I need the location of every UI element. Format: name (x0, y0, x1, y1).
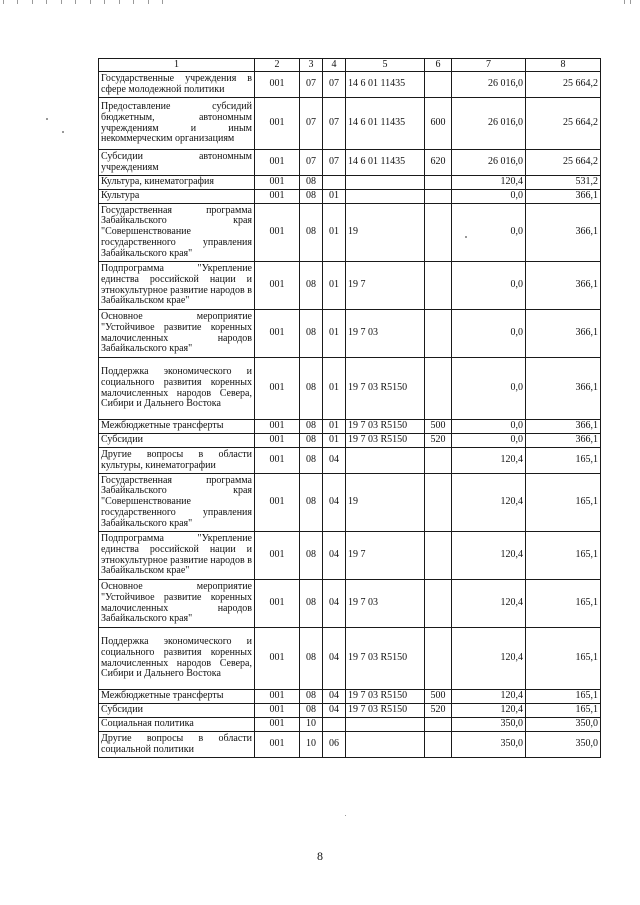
row-subsection-cell: 01 (323, 204, 346, 262)
row-name-cell: Основное мероприятие "Устойчивое развитие коренных малочисленных народов Забайкальского края" (99, 580, 255, 628)
row-amount-cell: 165,1 (526, 580, 601, 628)
header-cell: 8 (526, 59, 601, 72)
table-header-row (99, 59, 601, 72)
row-section-cell: 10 (300, 732, 323, 758)
row-name-cell: Межбюджетные трансферты (99, 690, 255, 704)
row-name-cell: Поддержка экономического и социального развития коренных малочисленных народов Севера, Сибири и Дальнего Востока (99, 628, 255, 690)
row-amount-cell: 120,4 (452, 704, 526, 718)
row-subsection-cell: 01 (323, 358, 346, 420)
row-amount-cell: 165,1 (526, 690, 601, 704)
row-amount-cell: 120,4 (452, 580, 526, 628)
row-target-article-cell (346, 732, 425, 758)
row-subsection-cell: 01 (323, 190, 346, 204)
row-name-cell: Другие вопросы в области социальной политики (99, 732, 255, 758)
row-expense-type-cell (425, 176, 452, 190)
row-name-cell: Субсидии (99, 704, 255, 718)
table-row (99, 262, 601, 310)
row-target-article-cell: 19 7 03 R5150 (346, 358, 425, 420)
row-amount-cell: 0,0 (452, 310, 526, 358)
table-row (99, 580, 601, 628)
row-code-cell: 001 (255, 532, 300, 580)
row-expense-type-cell (425, 262, 452, 310)
row-amount-cell: 0,0 (452, 420, 526, 434)
row-code-cell: 001 (255, 448, 300, 474)
row-target-article-cell (346, 718, 425, 732)
row-expense-type-cell (425, 310, 452, 358)
row-name-cell: Субсидии (99, 434, 255, 448)
row-amount-cell: 366,1 (526, 434, 601, 448)
row-amount-cell: 165,1 (526, 474, 601, 532)
table-row (99, 732, 601, 758)
row-expense-type-cell: 520 (425, 434, 452, 448)
row-subsection-cell: 07 (323, 72, 346, 98)
row-name-cell: Государственная программа Забайкальского края "Совершенствование государственного управления Забайкальского края" (99, 474, 255, 532)
row-expense-type-cell (425, 628, 452, 690)
scan-speck (345, 815, 346, 816)
row-subsection-cell: 01 (323, 434, 346, 448)
row-section-cell: 08 (300, 176, 323, 190)
row-expense-type-cell (425, 718, 452, 732)
table-row (99, 204, 601, 262)
scan-speck (62, 131, 64, 133)
row-expense-type-cell (425, 448, 452, 474)
row-expense-type-cell (425, 358, 452, 420)
row-code-cell: 001 (255, 310, 300, 358)
row-target-article-cell: 19 (346, 474, 425, 532)
row-target-article-cell: 19 7 03 (346, 310, 425, 358)
scan-top-edge (0, 0, 640, 6)
row-target-article-cell (346, 176, 425, 190)
row-amount-cell: 531,2 (526, 176, 601, 190)
row-name-cell: Субсидии автономным учреждениям (99, 150, 255, 176)
table-row (99, 190, 601, 204)
row-amount-cell: 350,0 (452, 718, 526, 732)
row-subsection-cell: 04 (323, 474, 346, 532)
row-amount-cell: 165,1 (526, 704, 601, 718)
row-subsection-cell: 01 (323, 262, 346, 310)
row-amount-cell: 366,1 (526, 358, 601, 420)
row-subsection-cell: 04 (323, 448, 346, 474)
row-code-cell: 001 (255, 98, 300, 150)
row-section-cell: 08 (300, 704, 323, 718)
table-row (99, 628, 601, 690)
row-amount-cell: 366,1 (526, 204, 601, 262)
row-section-cell: 08 (300, 434, 323, 448)
row-amount-cell: 0,0 (452, 358, 526, 420)
row-section-cell: 08 (300, 204, 323, 262)
row-amount-cell: 120,4 (452, 474, 526, 532)
row-amount-cell: 165,1 (526, 532, 601, 580)
row-subsection-cell: 04 (323, 704, 346, 718)
row-section-cell: 08 (300, 262, 323, 310)
row-code-cell: 001 (255, 704, 300, 718)
header-cell: 4 (323, 59, 346, 72)
row-section-cell: 08 (300, 190, 323, 204)
row-code-cell: 001 (255, 718, 300, 732)
row-expense-type-cell: 600 (425, 98, 452, 150)
row-subsection-cell: 06 (323, 732, 346, 758)
row-code-cell: 001 (255, 150, 300, 176)
table-row (99, 98, 601, 150)
row-section-cell: 07 (300, 72, 323, 98)
row-amount-cell: 366,1 (526, 262, 601, 310)
row-code-cell: 001 (255, 176, 300, 190)
row-section-cell: 08 (300, 474, 323, 532)
row-amount-cell: 26 016,0 (452, 150, 526, 176)
table-row (99, 150, 601, 176)
table-row (99, 704, 601, 718)
row-name-cell: Государственные учреждения в сфере молодежной политики (99, 72, 255, 98)
row-section-cell: 08 (300, 690, 323, 704)
table-row (99, 532, 601, 580)
table-row (99, 690, 601, 704)
row-code-cell: 001 (255, 72, 300, 98)
row-section-cell: 07 (300, 150, 323, 176)
header-cell: 3 (300, 59, 323, 72)
row-amount-cell: 25 664,2 (526, 98, 601, 150)
row-section-cell: 08 (300, 580, 323, 628)
scan-speck (465, 236, 467, 238)
row-target-article-cell: 14 6 01 11435 (346, 150, 425, 176)
row-target-article-cell: 19 7 03 R5150 (346, 434, 425, 448)
row-section-cell: 08 (300, 628, 323, 690)
row-subsection-cell (323, 718, 346, 732)
row-amount-cell: 0,0 (452, 262, 526, 310)
row-amount-cell: 120,4 (452, 448, 526, 474)
row-name-cell: Подпрограмма "Укрепление единства российской нации и этнокультурное развитие народов в Забайкальском крае" (99, 532, 255, 580)
budget-table (98, 58, 601, 758)
row-amount-cell: 165,1 (526, 628, 601, 690)
row-amount-cell: 350,0 (452, 732, 526, 758)
row-expense-type-cell: 500 (425, 690, 452, 704)
scan-speck (46, 118, 48, 120)
row-subsection-cell: 04 (323, 628, 346, 690)
row-name-cell: Подпрограмма "Укрепление единства российской нации и этнокультурное развитие народов в Забайкальском крае" (99, 262, 255, 310)
row-name-cell: Предоставление субсидий бюджетным, автономным учреждениям и иным некоммерческим организациям (99, 98, 255, 150)
row-subsection-cell: 01 (323, 310, 346, 358)
row-code-cell: 001 (255, 420, 300, 434)
row-name-cell: Культура (99, 190, 255, 204)
row-target-article-cell: 19 7 03 R5150 (346, 628, 425, 690)
row-code-cell: 001 (255, 690, 300, 704)
row-target-article-cell: 19 7 (346, 262, 425, 310)
table-row (99, 310, 601, 358)
row-amount-cell: 366,1 (526, 190, 601, 204)
row-name-cell: Межбюджетные трансферты (99, 420, 255, 434)
table-row (99, 718, 601, 732)
row-subsection-cell: 04 (323, 532, 346, 580)
table-row (99, 358, 601, 420)
row-amount-cell: 120,4 (452, 532, 526, 580)
row-expense-type-cell (425, 204, 452, 262)
row-name-cell: Социальная политика (99, 718, 255, 732)
row-section-cell: 08 (300, 532, 323, 580)
row-expense-type-cell (425, 474, 452, 532)
row-amount-cell: 165,1 (526, 448, 601, 474)
row-amount-cell: 120,4 (452, 176, 526, 190)
row-code-cell: 001 (255, 434, 300, 448)
row-name-cell: Культура, кинематография (99, 176, 255, 190)
row-amount-cell: 0,0 (452, 434, 526, 448)
row-target-article-cell: 19 7 03 R5150 (346, 704, 425, 718)
row-section-cell: 08 (300, 420, 323, 434)
row-subsection-cell: 04 (323, 690, 346, 704)
row-amount-cell: 26 016,0 (452, 72, 526, 98)
row-target-article-cell: 14 6 01 11435 (346, 72, 425, 98)
table-row (99, 448, 601, 474)
row-name-cell: Другие вопросы в области культуры, кинематографии (99, 448, 255, 474)
row-target-article-cell: 19 7 (346, 532, 425, 580)
row-expense-type-cell (425, 532, 452, 580)
header-cell: 1 (99, 59, 255, 72)
row-target-article-cell (346, 190, 425, 204)
row-subsection-cell: 07 (323, 98, 346, 150)
row-subsection-cell: 01 (323, 420, 346, 434)
row-code-cell: 001 (255, 358, 300, 420)
header-cell: 6 (425, 59, 452, 72)
row-name-cell: Государственная программа Забайкальского края "Совершенствование государственного управления Забайкальского края" (99, 204, 255, 262)
row-amount-cell: 25 664,2 (526, 150, 601, 176)
row-target-article-cell: 19 7 03 R5150 (346, 420, 425, 434)
table-row (99, 72, 601, 98)
header-cell: 2 (255, 59, 300, 72)
row-code-cell: 001 (255, 262, 300, 310)
row-amount-cell: 0,0 (452, 190, 526, 204)
header-cell: 7 (452, 59, 526, 72)
row-expense-type-cell: 500 (425, 420, 452, 434)
row-amount-cell: 350,0 (526, 732, 601, 758)
row-section-cell: 08 (300, 358, 323, 420)
row-code-cell: 001 (255, 190, 300, 204)
row-subsection-cell (323, 176, 346, 190)
table-row (99, 474, 601, 532)
row-expense-type-cell: 620 (425, 150, 452, 176)
table-row (99, 434, 601, 448)
row-expense-type-cell: 520 (425, 704, 452, 718)
header-cell: 5 (346, 59, 425, 72)
row-name-cell: Основное мероприятие "Устойчивое развитие коренных малочисленных народов Забайкальского края" (99, 310, 255, 358)
row-name-cell: Поддержка экономического и социального развития коренных малочисленных народов Севера, Сибири и Дальнего Востока (99, 358, 255, 420)
row-code-cell: 001 (255, 628, 300, 690)
row-code-cell: 001 (255, 732, 300, 758)
row-expense-type-cell (425, 732, 452, 758)
row-expense-type-cell (425, 190, 452, 204)
row-amount-cell: 366,1 (526, 310, 601, 358)
row-target-article-cell: 19 (346, 204, 425, 262)
row-amount-cell: 25 664,2 (526, 72, 601, 98)
row-code-cell: 001 (255, 580, 300, 628)
table-row (99, 420, 601, 434)
row-target-article-cell: 19 7 03 R5150 (346, 690, 425, 704)
row-code-cell: 001 (255, 474, 300, 532)
row-amount-cell: 120,4 (452, 628, 526, 690)
row-amount-cell: 350,0 (526, 718, 601, 732)
row-expense-type-cell (425, 580, 452, 628)
row-subsection-cell: 04 (323, 580, 346, 628)
table-row (99, 176, 601, 190)
row-amount-cell: 366,1 (526, 420, 601, 434)
row-target-article-cell: 14 6 01 11435 (346, 98, 425, 150)
row-section-cell: 10 (300, 718, 323, 732)
row-expense-type-cell (425, 72, 452, 98)
row-section-cell: 08 (300, 310, 323, 358)
row-subsection-cell: 07 (323, 150, 346, 176)
row-section-cell: 07 (300, 98, 323, 150)
row-section-cell: 08 (300, 448, 323, 474)
row-amount-cell: 0,0 (452, 204, 526, 262)
row-amount-cell: 26 016,0 (452, 98, 526, 150)
page-number: 8 (317, 849, 323, 863)
row-target-article-cell: 19 7 03 (346, 580, 425, 628)
row-code-cell: 001 (255, 204, 300, 262)
row-amount-cell: 120,4 (452, 690, 526, 704)
row-target-article-cell (346, 448, 425, 474)
